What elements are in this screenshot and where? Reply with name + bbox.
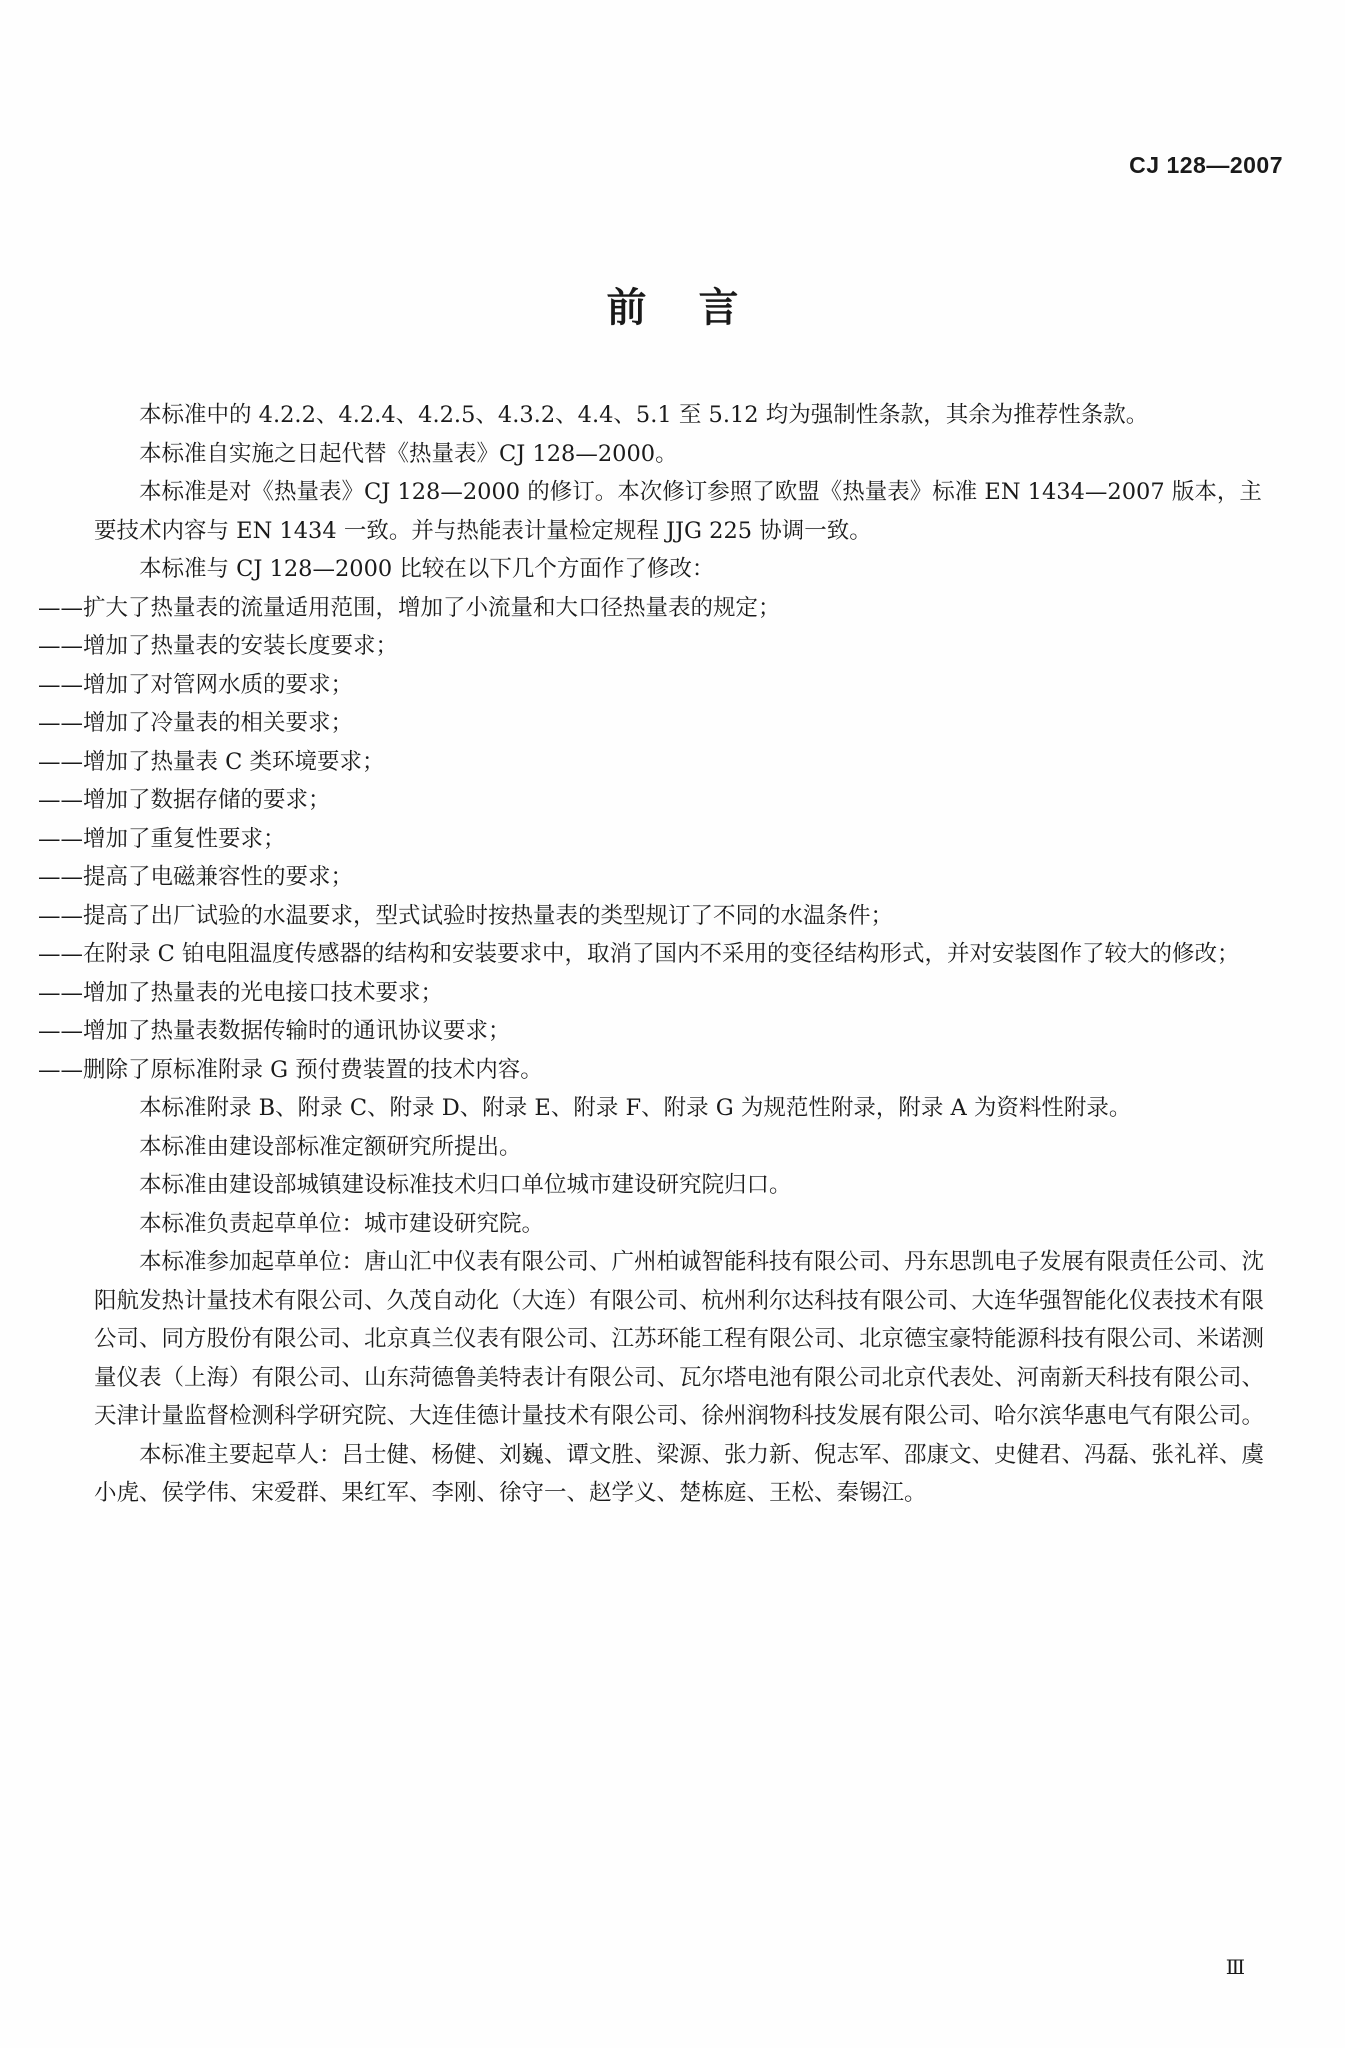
change-item: ——在附录 C 铂电阻温度传感器的结构和安装要求中，取消了国内不采用的变径结构形式，并对安装图作了较大的修改； [38,941,1240,967]
paragraph-participating-drafters: 本标准参加起草单位：唐山汇中仪表有限公司、广州柏诚智能科技有限公司、丹东思凯电子发展有限责任公司、沈阳航发热计量技术有限公司、久茂自动化（大连）有限公司、杭州利尔达科技有限公司、大连华强智能化仪表技术有限公司、同方股份有限公司、北京真兰仪表有限公司、江苏环能工程有限公司、北京德宝豪特能源科技有限公司、米诺测量仪表（上海）有限公司、山东菏德鲁美特表计有限公司、瓦尔塔电池有限公司北京代表处、河南新天科技有限公司、天津计量监督检测科学研究院、大连佳德计量技术有限公司、徐州润物科技发展有限公司、哈尔滨华惠电气有限公司。 [94,1249,1265,1429]
paragraph-changes-intro: 本标准与 CJ 128—2000 比较在以下几个方面作了修改： [139,556,715,582]
change-item: ——删除了原标准附录 G 预付费装置的技术内容。 [38,1056,543,1083]
change-item: ——增加了重复性要求； [38,825,286,852]
paragraph-annexes: 本标准附录 B、附录 C、附录 D、附录 E、附录 F、附录 G 为规范性附录，附录 A 为资料性附录。 [139,1095,1132,1121]
paragraph-main-drafters: 本标准主要起草人：吕士健、杨健、刘巍、谭文胜、梁源、张力新、倪志军、邵康文、史健君、冯磊、张礼祥、虞小虎、侯学伟、宋爱群、果红军、李刚、徐守一、赵学义、楚栋庭、王松、秦锡江。 [94,1441,1265,1506]
paragraph-revision: 本标准是对《热量表》CJ 128—2000 的修订。本次修订参照了欧盟《热量表》标准 EN 1434—2007 版本，主要技术内容与 EN 1434 一致。并与热能表计量检定规程 JJG 225 协调一致。 [94,479,1262,544]
change-item: ——增加了热量表数据传输时的通讯协议要求； [38,1018,511,1044]
change-item: ——增加了热量表的安装长度要求； [38,633,399,659]
paragraph-proposed-by: 本标准由建设部标准定额研究所提出。 [139,1133,522,1160]
document-body [38,396,1284,1513]
change-item: ——增加了对管网水质的要求； [38,671,354,698]
change-item: ——增加了冷量表的相关要求； [38,710,354,736]
change-item: ——增加了热量表的光电接口技术要求； [38,979,444,1006]
page-number: Ⅲ [1225,1957,1245,1979]
change-item: ——增加了数据存储的要求； [38,787,331,813]
paragraph-mandatory-clauses: 本标准中的 4.2.2、4.2.4、4.2.5、4.3.2、4.4、5.1 至 5.12 均为强制性条款，其余为推荐性条款。 [139,402,1149,428]
standard-code: CJ 128—2007 [1129,152,1283,178]
page-title: 前言 [606,285,791,331]
change-item: ——提高了出厂试验的水温要求，型式试验时按热量表的类型规订了不同的水温条件； [38,902,894,929]
paragraph-replaces: 本标准自实施之日起代替《热量表》CJ 128—2000。 [139,440,678,467]
paragraph-lead-drafter: 本标准负责起草单位：城市建设研究院。 [139,1210,545,1237]
paragraph-centralized-by: 本标准由建设部城镇建设标准技术归口单位城市建设研究院归口。 [139,1172,792,1198]
change-item: ——增加了热量表 C 类环境要求； [38,748,385,775]
change-item: ——提高了电磁兼容性的要求； [38,864,354,890]
change-item: ——扩大了热量表的流量适用范围，增加了小流量和大口径热量表的规定； [38,594,781,621]
